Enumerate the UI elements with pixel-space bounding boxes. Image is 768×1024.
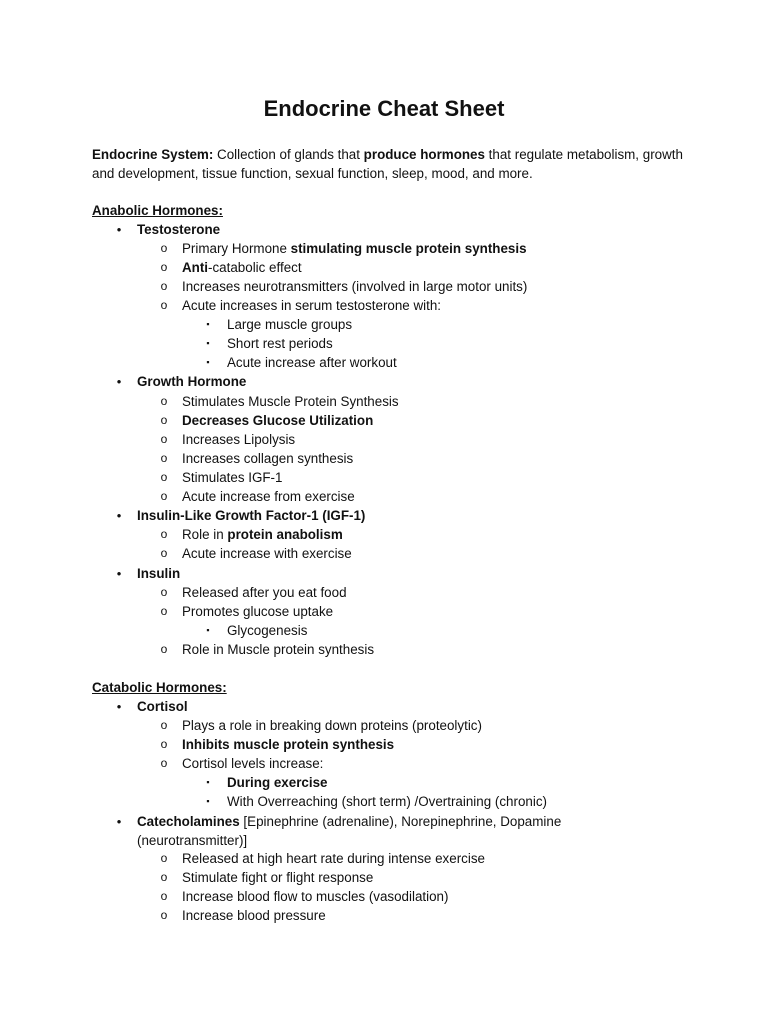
- testosterone-sub-item: Acute increase after workout: [227, 355, 397, 370]
- cortisol-levels: Cortisol levels increase:: [182, 756, 324, 771]
- circle-bullet-icon: o: [160, 489, 168, 503]
- circle-bullet-icon: o: [160, 851, 168, 865]
- circle-bullet-icon: o: [160, 451, 168, 465]
- catecholamines-item: Increase blood flow to muscles (vasodilation): [182, 889, 449, 904]
- circle-bullet-icon: o: [160, 260, 168, 274]
- circle-bullet-icon: o: [160, 298, 168, 312]
- circle-bullet-icon: o: [160, 870, 168, 884]
- insulin-heading: Insulin: [137, 566, 181, 581]
- catecholamines-desc-cont: (neurotransmitter)]: [137, 833, 248, 848]
- intro-paragraph: [92, 145, 692, 183]
- square-bullet-icon: ▪: [206, 625, 210, 635]
- intro-bold: produce hormones: [363, 147, 485, 162]
- circle-bullet-icon: o: [160, 432, 168, 446]
- insulin-released: Released after you eat food: [182, 585, 347, 600]
- testosterone-neuro: Increases neurotransmitters (involved in large motor units): [182, 279, 528, 294]
- testosterone-acute: Acute increases in serum testosterone with:: [182, 298, 442, 313]
- square-bullet-icon: ▪: [206, 357, 210, 367]
- testosterone-sub-item: Short rest periods: [227, 336, 333, 351]
- cortisol-heading: Cortisol: [137, 699, 188, 714]
- circle-bullet-icon: o: [160, 908, 168, 922]
- bullet-icon: •: [116, 374, 122, 389]
- circle-bullet-icon: o: [160, 470, 168, 484]
- bullet-icon: •: [116, 222, 122, 237]
- growth-item: Acute increase from exercise: [182, 489, 355, 504]
- igf-role: Role in protein anabolism: [182, 527, 343, 542]
- igf-heading: Insulin-Like Growth Factor-1 (IGF-1): [137, 508, 366, 523]
- circle-bullet-icon: o: [160, 756, 168, 770]
- insulin-promotes: Promotes glucose uptake: [182, 604, 334, 619]
- growth-item: Stimulates IGF-1: [182, 470, 283, 485]
- catecholamines-item: Released at high heart rate during intense exercise: [182, 851, 485, 866]
- bullet-icon: •: [116, 508, 122, 523]
- square-bullet-icon: ▪: [206, 796, 210, 806]
- circle-bullet-icon: o: [160, 718, 168, 732]
- insulin-role: Role in Muscle protein synthesis: [182, 642, 375, 657]
- growth-hormone-heading: Growth Hormone: [137, 374, 247, 389]
- circle-bullet-icon: o: [160, 585, 168, 599]
- circle-bullet-icon: o: [160, 241, 168, 255]
- square-bullet-icon: ▪: [206, 338, 210, 348]
- catecholamines-heading: Catecholamines [Epinephrine (adrenaline), Norepinephrine, Dopamine: [137, 814, 562, 829]
- testosterone-primary: Primary Hormone stimulating muscle protein synthesis: [182, 241, 527, 256]
- testosterone-sub-item: Large muscle groups: [227, 317, 353, 332]
- growth-item: Increases collagen synthesis: [182, 451, 354, 466]
- insulin-glycogenesis: Glycogenesis: [227, 623, 308, 638]
- circle-bullet-icon: o: [160, 642, 168, 656]
- cortisol-during: During exercise: [227, 775, 328, 790]
- circle-bullet-icon: o: [160, 604, 168, 618]
- circle-bullet-icon: o: [160, 527, 168, 541]
- anabolic-heading: Anabolic Hormones:: [92, 203, 223, 218]
- intro-text-2: that regulate metabolism, growth and development, tissue function, sexual function, sleep, mood, and more.: [92, 147, 683, 181]
- catecholamines-item: Stimulate fight or flight response: [182, 870, 374, 885]
- cortisol-overreach: With Overreaching (short term) /Overtraining (chronic): [227, 794, 547, 809]
- bullet-icon: •: [116, 699, 122, 714]
- testosterone-anticatabolic: Anti-catabolic effect: [182, 260, 302, 275]
- catabolic-heading: Catabolic Hormones:: [92, 680, 227, 695]
- intro-term: Endocrine System:: [92, 147, 214, 162]
- circle-bullet-icon: o: [160, 413, 168, 427]
- bullet-icon: •: [116, 814, 122, 829]
- circle-bullet-icon: o: [160, 546, 168, 560]
- circle-bullet-icon: o: [160, 889, 168, 903]
- igf-acute: Acute increase with exercise: [182, 546, 352, 561]
- catecholamines-item: Increase blood pressure: [182, 908, 326, 923]
- bullet-icon: •: [116, 566, 122, 581]
- square-bullet-icon: ▪: [206, 777, 210, 787]
- growth-item: Increases Lipolysis: [182, 432, 296, 447]
- circle-bullet-icon: o: [160, 279, 168, 293]
- growth-item: Decreases Glucose Utilization: [182, 413, 374, 428]
- testosterone-heading: Testosterone: [137, 222, 221, 237]
- growth-item: Stimulates Muscle Protein Synthesis: [182, 394, 399, 409]
- cortisol-plays: Plays a role in breaking down proteins (proteolytic): [182, 718, 482, 733]
- page-title: Endocrine Cheat Sheet: [263, 96, 505, 121]
- circle-bullet-icon: o: [160, 394, 168, 408]
- intro-text-1: Collection of glands that: [213, 147, 364, 162]
- circle-bullet-icon: o: [160, 737, 168, 751]
- cortisol-inhibits: Inhibits muscle protein synthesis: [182, 737, 395, 752]
- square-bullet-icon: ▪: [206, 319, 210, 329]
